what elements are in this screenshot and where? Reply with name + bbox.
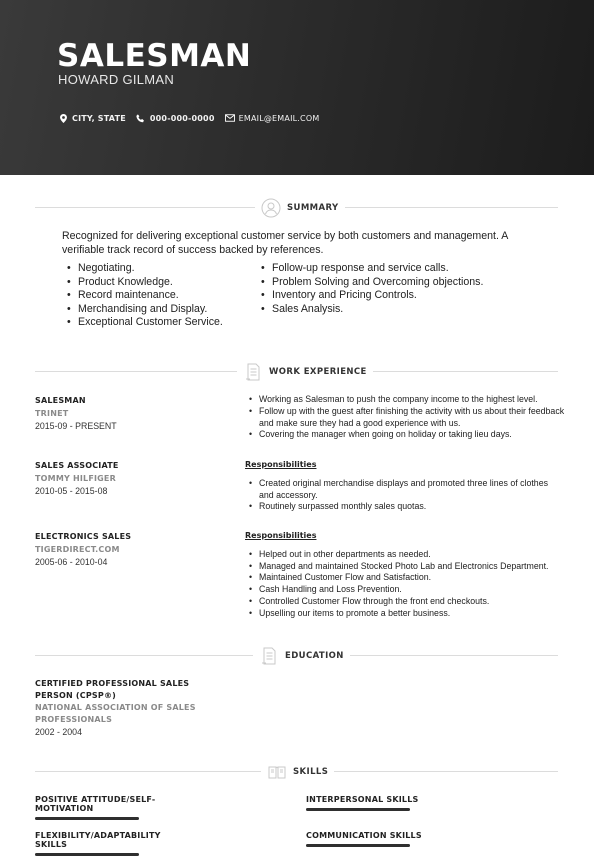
- summary-heading: [35, 198, 558, 218]
- summary-skills-left: [62, 262, 223, 330]
- skill-label: INTERPERSONAL SKILLS: [306, 795, 419, 804]
- skill-bar-fill: [35, 817, 139, 820]
- contact-location: [58, 113, 126, 123]
- school: NATIONAL ASSOCIATION OF SALES PROFESSIONALS: [35, 703, 196, 724]
- book-icon: [267, 762, 287, 782]
- summary-text: Recognized for delivering exceptional customer service by both customers and management. A verifiable track record of success backed by references.: [62, 230, 508, 256]
- skill-item: [35, 795, 185, 820]
- job-company: TRINET: [35, 409, 69, 418]
- education-entry: [35, 678, 225, 738]
- job-role: SALESMAN: [35, 396, 86, 405]
- candidate-name: HOWARD GILMAN: [58, 72, 175, 87]
- skill-label: POSITIVE ATTITUDE/SELF-MOTIVATION: [35, 795, 156, 813]
- skill-bar-fill: [306, 844, 410, 847]
- skill-item: [306, 795, 456, 811]
- phone-icon: [136, 113, 146, 123]
- list-item: • Maintained Customer Flow and Satisfaction.: [245, 572, 565, 584]
- job-dates: 2005-06 - 2010-04: [35, 557, 108, 567]
- list-item: • Helped out in other departments as needed.: [245, 549, 565, 561]
- job-company: TIGERDIRECT.COM: [35, 545, 120, 554]
- list-item: • Routinely surpassed monthly sales quotas.: [245, 501, 565, 513]
- list-item: • Created original merchandise displays and promoted three lines of clothes and accessory.: [245, 478, 565, 502]
- job-title: SALESMAN: [57, 38, 252, 74]
- list-item: • Follow up with the guest after finishing the activity with us about their feedback and make sure they had a good experience with us.: [245, 406, 565, 430]
- list-item: • Follow-up response and service calls.: [256, 262, 483, 276]
- list-item: • Record maintenance.: [62, 289, 223, 303]
- job-company: TOMMY HILFIGER: [35, 474, 116, 483]
- list-item: • Cash Handling and Loss Prevention.: [245, 584, 565, 596]
- job-dates: 2010-05 - 2015-08: [35, 486, 108, 496]
- job-responsibilities: [245, 459, 565, 513]
- list-item: • Managed and maintained Stocked Photo Lab and Electronics Department.: [245, 561, 565, 573]
- list-item: • Working as Salesman to push the company income to the highest level.: [245, 394, 565, 406]
- email-text: EMAIL@EMAIL.COM: [238, 113, 320, 123]
- responsibilities-title: Responsibilities: [245, 531, 317, 540]
- skill-label: COMMUNICATION SKILLS: [306, 831, 422, 840]
- job-entry: [35, 394, 235, 433]
- responsibilities-title: Responsibilities: [245, 460, 317, 469]
- list-item: • Inventory and Pricing Controls.: [256, 289, 483, 303]
- job-role: ELECTRONICS SALES: [35, 532, 132, 541]
- section-title: SUMMARY: [287, 203, 339, 213]
- document-icon: [243, 362, 263, 382]
- job-dates: 2015-09 - PRESENT: [35, 421, 117, 431]
- degree: CERTIFIED PROFESSIONAL SALES PERSON (CPSP®): [35, 679, 190, 700]
- list-item: • Negotiating.: [62, 262, 223, 276]
- envelope-icon: [225, 113, 235, 123]
- job-entry: [35, 459, 235, 498]
- list-item: • Controlled Customer Flow through the front end checkouts.: [245, 596, 565, 608]
- job-role: SALES ASSOCIATE: [35, 461, 119, 470]
- section-title: WORK EXPERIENCE: [269, 367, 367, 377]
- list-item: • Product Knowledge.: [62, 276, 223, 290]
- map-pin-icon: [58, 113, 68, 123]
- skill-bar-fill: [306, 808, 410, 811]
- list-item: • Exceptional Customer Service.: [62, 316, 223, 330]
- list-item: • Upselling our items to promote a better business.: [245, 608, 565, 620]
- skill-label: FLEXIBILITY/ADAPTABILITY SKILLS: [35, 831, 161, 849]
- location-text: CITY, STATE: [72, 113, 126, 123]
- education-heading: [35, 646, 558, 666]
- education-dates: 2002 - 2004: [35, 727, 82, 737]
- skill-bar: [35, 817, 139, 820]
- list-item: • Problem Solving and Overcoming objections.: [256, 276, 483, 290]
- list-item: • Covering the manager when going on holiday or taking lieu days.: [245, 429, 565, 441]
- skill-bar: [306, 844, 410, 847]
- contact-info: [58, 113, 319, 123]
- certificate-icon: [259, 646, 279, 666]
- list-item: • Merchandising and Display.: [62, 303, 223, 317]
- experience-heading: [35, 362, 558, 382]
- job-entry: [35, 530, 235, 569]
- job-responsibilities: [245, 394, 565, 441]
- job-responsibilities: [245, 530, 565, 620]
- section-title: EDUCATION: [285, 651, 344, 661]
- contact-email[interactable]: [225, 113, 320, 123]
- resume-header: [0, 0, 594, 175]
- skill-item: [306, 831, 456, 847]
- summary-skills-right: [256, 262, 483, 316]
- phone-text: 000-000-0000: [149, 113, 215, 123]
- user-circle-icon: [261, 198, 281, 218]
- skill-bar: [306, 808, 410, 811]
- section-title: SKILLS: [293, 767, 329, 777]
- list-item: • Sales Analysis.: [256, 303, 483, 317]
- skills-heading: [35, 762, 558, 782]
- skill-item: [35, 831, 185, 856]
- contact-phone: [136, 113, 215, 123]
